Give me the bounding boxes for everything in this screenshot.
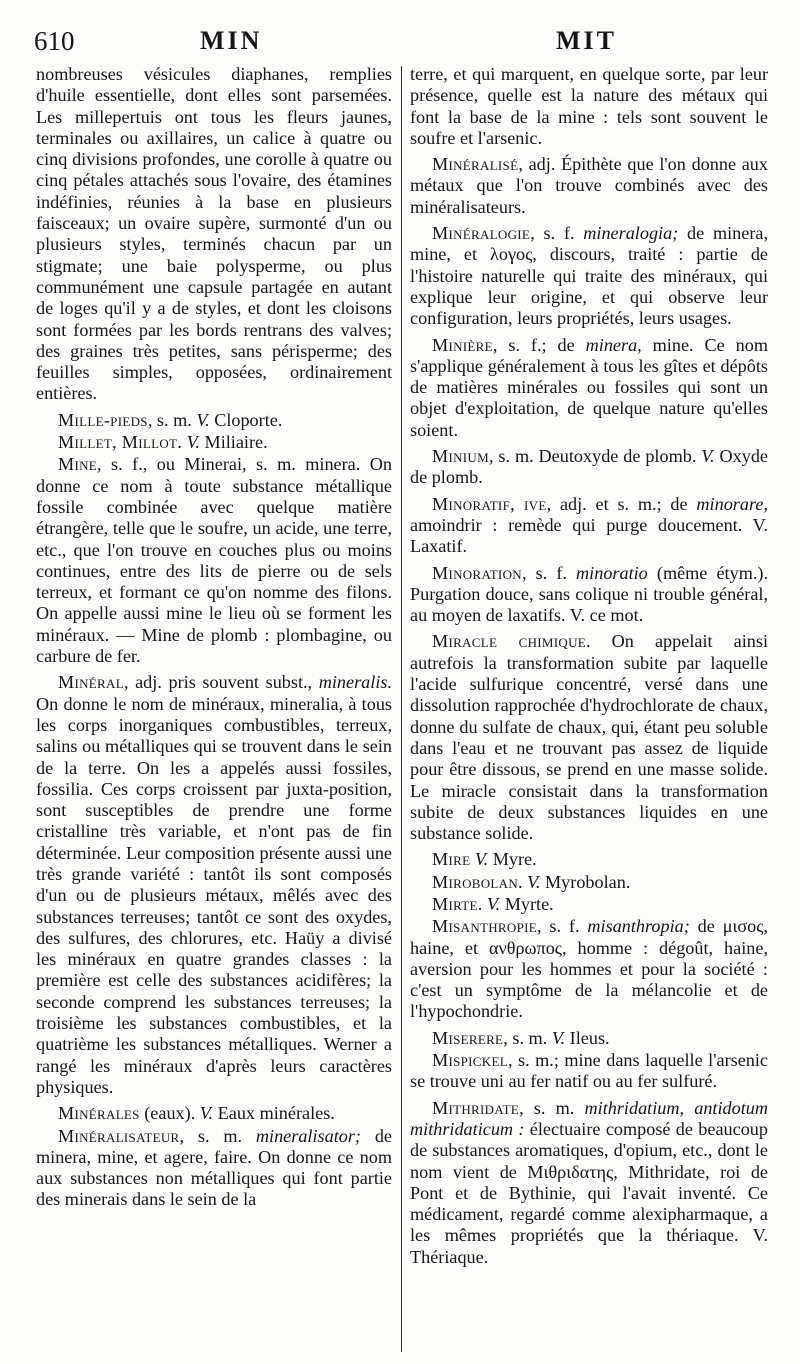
entry-definition: Miliaire. [199,432,268,453]
entry-definition: Eaux minérales. [213,1103,335,1124]
page-number: 610 [34,26,75,56]
entry-headword: Minérales [58,1103,140,1124]
entry-headword: Mire [432,849,471,870]
entry-italic: V. [186,432,200,453]
entry-headword: Misanthropie [432,916,537,937]
entry-italic: misanthropia; [587,916,690,937]
entry-headword: Mirobolan [432,871,519,892]
entry-headword: Mirte [432,893,478,914]
entry-grammar: , s. m. [179,1125,256,1146]
entry-italic: V. [196,409,210,430]
dictionary-entry [410,1028,768,1049]
entry-italic: minorare, [696,493,768,514]
dictionary-entry [36,1126,392,1211]
entry-grammar: , s. m. [147,409,197,430]
dictionary-entry [410,494,768,558]
entry-headword: Minoration [432,562,522,583]
entry-headword: Minéralogie [432,223,531,244]
entry-grammar: , s. m. [503,1027,552,1048]
entry-italic: mithridatium, antidotum mithridaticum : [410,1097,768,1139]
entry-headword: Millet, Millot. [58,432,183,453]
entry-grammar: , adj. pris souvent subst., [123,672,319,693]
entry-grammar: . On appelait ainsi autrefois la transformation subite par laquelle l'acide sulfurique concentré, versé dans une dissolution rapprochée d'hydrochlorate de chaux, donne du sulfate de chaux, qui, étant peu soluble dans l'eau et ne trouvant pas assez de liquide pour être dissous, se prend en une masse solide. Le miracle consistait dans la transformation subite de deux substances liquides en une substance solide. [410,631,768,844]
entry-definition: amoindrir : remède qui purge doucement. V. Laxatif. [410,514,768,557]
entry-grammar: , adj. Épithète que l'on donne aux métaux que l'on trouve combinés avec des minéralisateurs. [410,154,768,217]
entry-headword: Minéralisateur [58,1125,180,1146]
entry-italic: mineralis. [318,672,392,693]
column-divider [401,66,402,1352]
entry-headword: Mispickel [432,1050,508,1071]
entry-grammar: (eaux). [139,1103,200,1124]
dictionary-entry [410,849,768,870]
entry-grammar: , s. f., ou [97,454,185,475]
dictionary-entry [36,454,392,667]
entry-definition: de minera, mine, et agere, faire. On donne ce nom aux substances non métalliques qui font partie des minerais dans le sein de la [36,1125,392,1210]
entry-definition: Myrte. [500,893,554,914]
entry-grammar: , s. f.; de [492,334,586,355]
entry-definition: (même étym.). Purgation douce, sans colique ni trouble général, au moyen de laxatifs. V. ce mot. [410,562,768,626]
entry-headword: Minéralisé [432,154,519,175]
left-column [36,64,392,1354]
dictionary-entry [410,154,768,218]
running-header [30,26,770,60]
entry-grammar: , s. m.; mine dans laquelle l'arsenic se trouve uni au fer natif ou au fer sulfuré. [410,1050,768,1092]
entry-definition: de minera, mine, et λογος, discours, traité : partie de l'histoire naturelle qui traite des minéraux, qui explique leur origine, et qui observe leur configuration, leurs propriétés, leurs usages. [410,223,768,329]
entry-italic: mineralisator; [255,1125,361,1146]
entry-headword: Minéral [58,672,124,693]
entry-definition: mine. Ce nom s'applique généralement à tous les gîtes et dépôts de matières minérales ou fossiles qui sont un objet d'exploitation, de quelque nature qu'elles soient. [410,334,768,440]
entry-definition: électuaire composé de beaucoup de substances aromatiques, d'opium, etc., dont le nom vient de Μιθριδατης, Mithridate, roi de Pont et de Bythinie, qui l'avait inventé. Ce médicament, regardé comme alexipharmaque, a les mêmes propriétés que la thériaque. V. Thériaque. [410,1118,768,1267]
entry-headword: Minière [432,334,493,355]
dictionary-entry [410,335,768,441]
entry-italic: V. [527,871,541,892]
entry-grammar: , s. m. Deutoxyde de plomb. [488,446,702,467]
entry-grammar: , s. f. [521,562,577,583]
entry-italic: V. [701,446,715,467]
entry-definition: Minerai, s. m. minera. On donne ce nom à toute substance métallique fossile combinée avec quelque matière étrangère, telle que le soufre, un acide, une terre, etc., que l'on trouve en couches plus ou moins continues, entre des lits de pierre ou de sels terreux, et formant ce qu'on nomme des filons. On appelle aussi mine le lieu où se forment les minéraux. — Mine de plomb : plombagine, ou carbure de fer. [36,454,392,667]
dictionary-entry [410,223,768,329]
entry-headword: Mithridate [432,1097,520,1118]
dictionary-entry [410,631,768,844]
entry-grammar: , s. f. [537,916,588,937]
entry-grammar: . [518,871,528,892]
entry-italic: minera, [585,334,642,355]
dictionary-entry [36,672,392,1098]
entry-italic: mineralogia; [583,223,679,244]
entry-definition: Myrobolan. [540,871,631,892]
entry-italic: minoratio [576,562,648,583]
entry-headword: Mille-pieds [58,409,148,430]
entry-grammar: , s. f. [530,223,584,244]
entry-italic: V. [474,849,489,870]
entry-text: nombreuses vésicules diaphanes, remplies d'huile essentielle, dont elles sont parsemées. Les millepertuis ont tous les fleurs jaunes, terminales ou axillaires, un calice à quatre ou cinq divisions profondes, une corolle à quatre ou cinq pétales attachés sous l'ovaire, des étamines indéfinies, réunies à la base en plusieurs faisceaux; un ovaire supère, surmonté d'un ou plusieurs styles, terminés chacun par un stigmate; une baie polysperme, ou plus communément une capsule partagée en autant de loges qu'il y a de styles, et dont les cloisons sont formées par les bords rentrans des valves; des graines très petites, sans périsperme; des feuilles simples, opposées, ordinairement entières. [36,64,392,404]
entry-definition: de μισος, haine, et ανθρωπος, homme : dégoût, haine, aversion pour les hommes et pour la société : c'est un symptôme de la mélancolie et de l'hypochondrie. [410,916,768,1022]
entry-italic: V. [486,893,501,914]
dictionary-entry [36,1103,392,1124]
dictionary-entry [410,894,768,915]
entry-text: terre, et qui marquent, en quelque sorte, par leur présence, quelle est la nature des métaux qui font la base de la mine : tels sont souvent le soufre et l'arsenic. [410,64,768,148]
entry-grammar: . [477,893,487,914]
right-guide-word: MIT [556,26,617,55]
dictionary-entry [410,1098,768,1268]
left-guide-word: MIN [200,26,263,55]
entry-headword: Mine [58,454,98,475]
entry-headword: Miracle chimique [432,631,587,652]
dictionary-entry [410,1050,768,1093]
entry-italic: V. [199,1103,214,1124]
dictionary-entry [410,563,768,627]
dictionary-entry [410,872,768,893]
entry-grammar: , s. m. [519,1097,585,1118]
continued-text [410,64,768,149]
entry-headword: Minoratif, ive [432,493,547,514]
continued-text [36,64,392,405]
entry-definition: On donne le nom de minéraux, mineralia, à tous les corps inorganiques combustibles, terreux, salins ou métalliques qui se trouvent dans le sein de la terre. On les a appelés aussi fossiles, fossilia. Ces corps croissent par juxta-position, sont susceptibles de prendre une forme cristalline très variable, et n'ont pas de fin déterminée. Leur composition présente aussi une très grande variété : tantôt ils sont composés d'un ou de plusieurs métaux, mêlés avec des substances terreuses; tantôt ce sont des oxydes, des sulfures, des chlorures, etc. Haüy a divisé les minéraux en quatre grandes classes : la première est celle des substances acidifères; la seconde comprend les substances terreuses; la troisième les substances combustibles, et la quatrième les substances métalliques. Werner a rangé les minéraux d'après leurs caractères physiques. [36,693,392,1097]
dictionary-entry [36,410,392,431]
entry-definition: Oxyde de plomb. [410,446,768,488]
dictionary-entry [410,916,768,1022]
entry-grammar: , adj. et s. m.; de [546,493,697,514]
entry-definition: Myre. [488,849,537,870]
right-column [410,64,768,1354]
dictionary-entry [36,432,392,453]
entry-italic: V. [551,1027,566,1048]
entry-headword: Minium [432,446,489,467]
entry-headword: Miserere [432,1027,504,1048]
dictionary-entry [410,446,768,489]
entry-definition: Cloporte. [209,409,283,430]
entry-definition: Ileus. [565,1027,610,1048]
